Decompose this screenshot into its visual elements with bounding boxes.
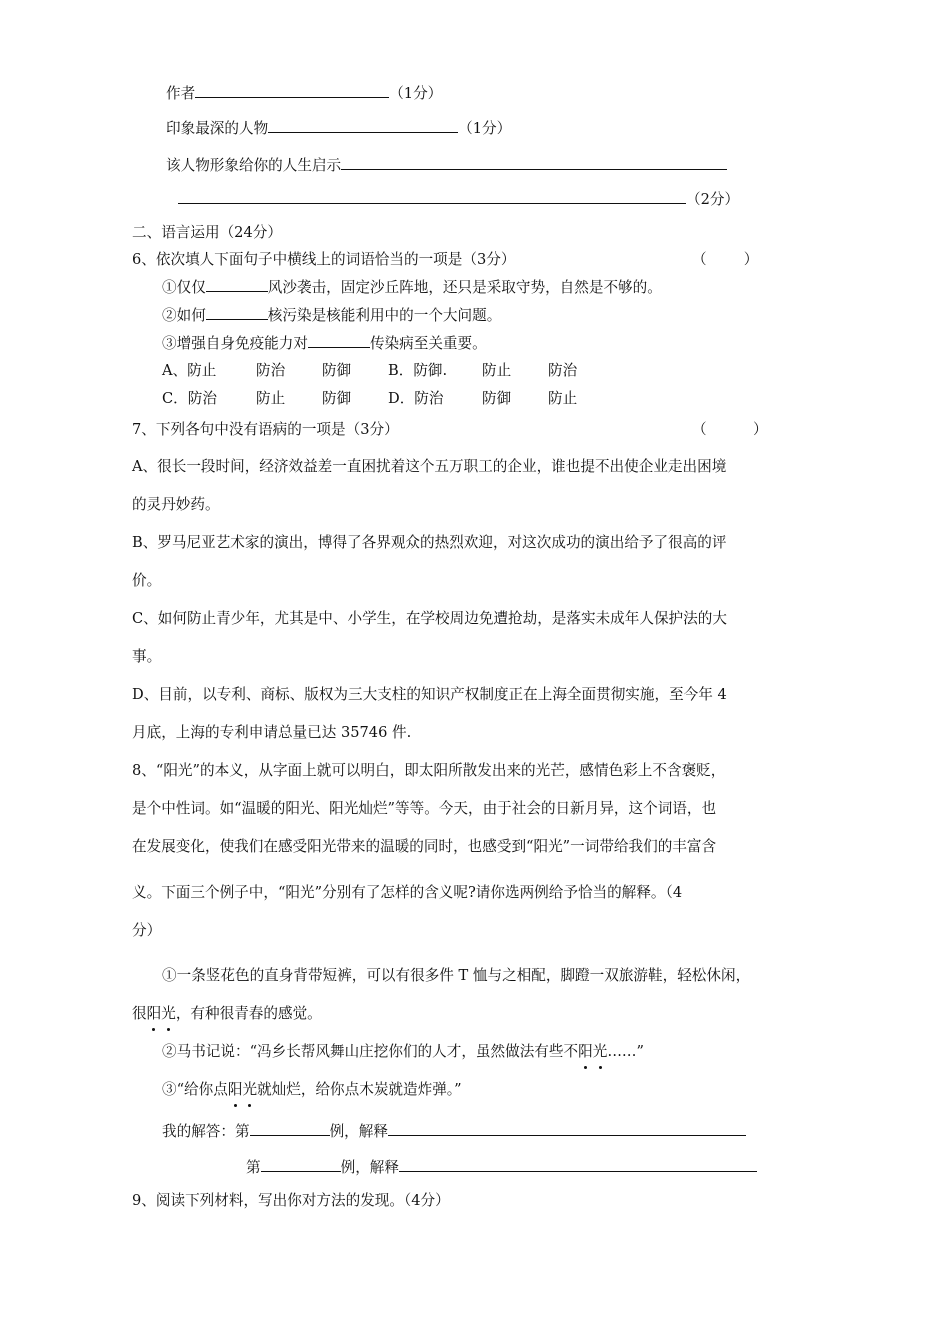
emphasis-dot-char: 阳 xyxy=(578,1043,593,1060)
q6-option-a-word-3: 防御 xyxy=(322,362,352,379)
q8-example-2: ②马书记说：“冯乡长帮风舞山庄挖你们的人才，虽然做法有些不阳光……” xyxy=(162,1043,644,1060)
q7-option-d-line-2: 月底，上海的专利申请总量已达 35746 件. xyxy=(132,724,412,741)
q6-option-a[interactable]: A、防止 xyxy=(162,362,217,379)
q6-blank-3[interactable] xyxy=(308,334,370,348)
emphasis-dot-char: 阳 xyxy=(227,1081,243,1098)
q8-answer-line-2: 第 例，解释 xyxy=(246,1158,757,1178)
q8-example-number-blank-2[interactable] xyxy=(261,1158,341,1172)
q7-option-d-line-1[interactable]: D、目前，以专利、商标、版权为三大支柱的知识产权制度正在上海全面贯彻实施，至今年 4 xyxy=(132,686,727,703)
section-heading: 二、语言运用（24分） xyxy=(132,224,282,241)
q7-option-b-line-1[interactable]: B、罗马尼亚艺术家的演出，博得了各界观众的热烈欢迎，对这次成功的演出给予了很高的评 xyxy=(132,534,727,551)
q6-option-c-word-2: 防止 xyxy=(256,390,286,407)
q8-paragraph-line-3: 在发展变化，使我们在感受阳光带来的温暖的同时，也感受到“阳光”一词带给我们的丰富含 xyxy=(132,838,717,855)
q6-option-b-word-2: 防止 xyxy=(482,362,512,379)
q6-option-c-word-3: 防御 xyxy=(322,390,352,407)
character-blank[interactable] xyxy=(268,119,458,133)
emphasis-dot-char: 光 xyxy=(161,1005,176,1022)
q8-example-number-blank-1[interactable] xyxy=(250,1122,330,1136)
q7-option-a-line-2: 的灵丹妙药。 xyxy=(132,496,220,513)
emphasis-dot-char: 光 xyxy=(592,1043,608,1060)
q6-option-c[interactable]: C．防治 xyxy=(162,390,217,407)
q6-sentence-3: ③增强自身免疫能力对 传染病至关重要。 xyxy=(162,335,487,352)
insight-line-2: （2分） xyxy=(178,190,739,210)
character-line: 印象最深的人物 （1分） xyxy=(166,120,512,137)
q6-option-d-word-3: 防止 xyxy=(548,390,578,407)
q6-blank-1[interactable] xyxy=(206,278,268,292)
q8-paragraph-line-2: 是个中性词。如“温暖的阳光、阳光灿烂”等等。今天，由于社会的日新月异，这个词语，也 xyxy=(132,800,717,817)
q6-stem: 6、依次填人下面句子中横线上的词语恰当的一项是（3分） xyxy=(132,251,516,268)
q6-option-d[interactable]: D．防治 xyxy=(388,390,444,407)
insight-blank-1[interactable] xyxy=(341,156,727,170)
q7-option-c-line-1[interactable]: C、如何防止青少年，尤其是中、小学生，在学校周边免遭抢劫，是落实未成年人保护法的大 xyxy=(132,610,727,627)
q6-answer-paren[interactable]: （ ） xyxy=(692,251,759,268)
q8-explanation-blank-2[interactable] xyxy=(399,1158,757,1172)
author-blank[interactable] xyxy=(195,84,389,98)
emphasis-dot-char: 光 xyxy=(242,1081,258,1098)
q8-explanation-blank-1[interactable] xyxy=(388,1122,746,1136)
q6-sentence-1: ①仅仅 风沙袭击，固定沙丘阵地，还只是采取守势，自然是不够的。 xyxy=(162,279,662,296)
q7-option-c-line-2: 事。 xyxy=(132,648,162,665)
q7-option-a-line-1[interactable]: A、很长一段时间，经济效益差一直困扰着这个五万职工的企业，谁也提不出使企业走出困境 xyxy=(132,458,727,475)
q8-example-3: ③“给你点阳光就灿烂，给你点木炭就造炸弹。” xyxy=(162,1081,462,1098)
q8-answer-line-1: 我的解答：第 例，解释 xyxy=(162,1122,746,1142)
author-line: 作者 （1分） xyxy=(166,85,443,102)
q9-stem: 9、阅读下列材料，写出你对方法的发现。（4分） xyxy=(132,1192,450,1209)
q7-answer-paren[interactable]: （ ） xyxy=(692,421,768,438)
q8-paragraph-line-5: 分） xyxy=(132,922,162,939)
q6-option-d-word-2: 防御 xyxy=(482,390,512,407)
q6-sentence-2: ②如何 核污染是核能利用中的一个大问题。 xyxy=(162,307,502,324)
q8-paragraph-line-4: 义。下面三个例子中，“阳光”分别有了怎样的含义呢?请你选两例给予恰当的解释。（4 xyxy=(132,884,683,901)
q6-blank-2[interactable] xyxy=(206,306,268,320)
q7-option-b-line-2: 价。 xyxy=(132,572,162,589)
q8-example-1-line-2: 很阳光，有种很青春的感觉。 xyxy=(132,1005,322,1022)
emphasis-dot-char: 阳 xyxy=(146,1005,162,1022)
q8-paragraph-line-1: 8、“阳光”的本义，从字面上就可以明白，即太阳所散发出来的光芒，感情色彩上不含褒贬， xyxy=(132,762,726,779)
q6-option-b-word-3: 防治 xyxy=(548,362,578,379)
q7-stem: 7、下列各句中没有语病的一项是（3分） xyxy=(132,421,399,438)
q6-option-b[interactable]: B．防御. xyxy=(388,362,448,379)
insight-line: 该人物形象给你的人生启示 xyxy=(166,156,727,176)
q8-example-1-line-1: ①一条竖花色的直身背带短裤，可以有很多件 T 恤与之相配，脚蹬一双旅游鞋，轻松休闲， xyxy=(162,967,751,984)
q6-option-a-word-2: 防治 xyxy=(256,362,286,379)
insight-blank-2[interactable] xyxy=(178,190,686,204)
